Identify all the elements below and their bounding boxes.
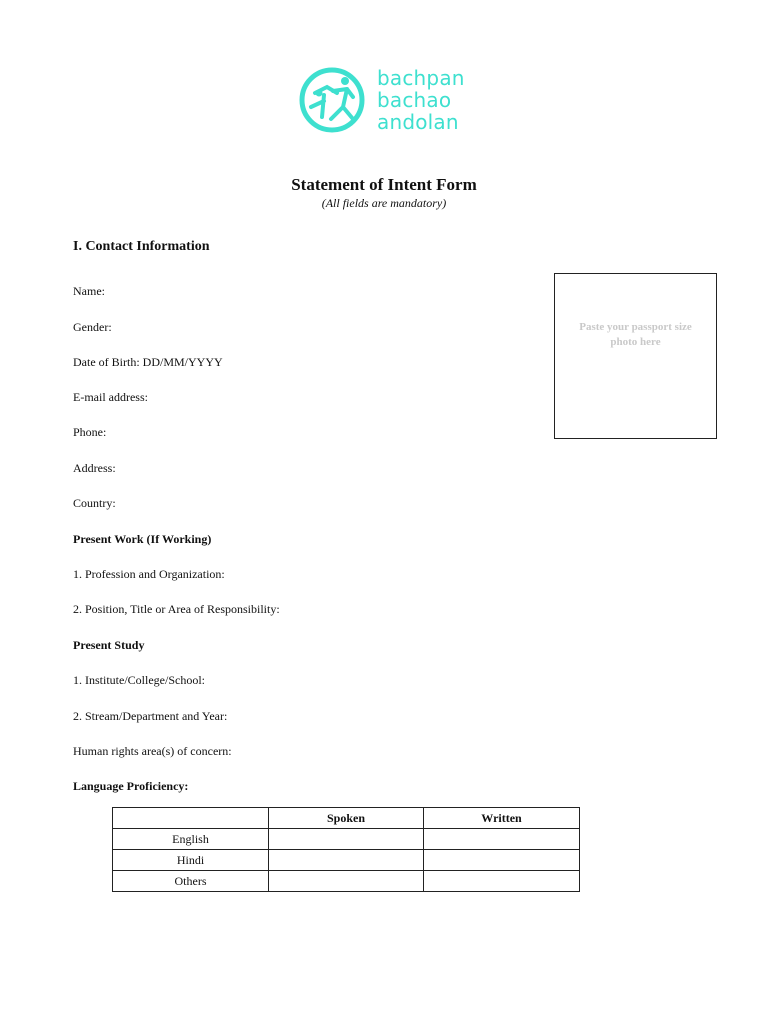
present-work-heading: Present Work (If Working)	[73, 532, 212, 546]
stream-field[interactable]: 2. Stream/Department and Year:	[73, 709, 228, 723]
name-field[interactable]: Name:	[73, 284, 105, 298]
language-name: Others	[113, 871, 269, 892]
form-title: Statement of Intent Form	[291, 175, 477, 194]
language-heading: Language Proficiency:	[73, 779, 189, 793]
spoken-cell[interactable]	[269, 871, 424, 892]
country-field[interactable]: Country:	[73, 496, 116, 510]
spoken-cell[interactable]	[269, 829, 424, 850]
human-rights-field[interactable]: Human rights area(s) of concern:	[73, 744, 232, 758]
written-cell[interactable]	[424, 829, 580, 850]
spoken-cell[interactable]	[269, 850, 424, 871]
profession-field[interactable]: 1. Profession and Organization:	[73, 567, 225, 581]
table-header-blank	[113, 808, 269, 829]
table-header-spoken: Spoken	[269, 808, 424, 829]
position-field[interactable]: 2. Position, Title or Area of Responsibility:	[73, 602, 280, 616]
logo-text	[377, 67, 465, 133]
institute-field[interactable]: 1. Institute/College/School:	[73, 673, 205, 687]
table-header-written: Written	[424, 808, 580, 829]
language-name: English	[113, 829, 269, 850]
table-row	[113, 829, 580, 850]
logo-line-1: bachpan	[377, 66, 465, 90]
written-cell[interactable]	[424, 850, 580, 871]
address-field[interactable]: Address:	[73, 461, 116, 475]
dob-field[interactable]: Date of Birth: DD/MM/YYYY	[73, 355, 223, 369]
written-cell[interactable]	[424, 871, 580, 892]
phone-field[interactable]: Phone:	[73, 425, 107, 439]
form-subtitle: (All fields are mandatory)	[321, 196, 447, 210]
circle-with-children-icon	[297, 67, 369, 139]
photo-placeholder: Paste your passport size photo here	[579, 321, 692, 348]
language-name: Hindi	[113, 850, 269, 871]
language-proficiency-table	[112, 807, 580, 892]
logo-line-3: andolan	[377, 110, 459, 134]
table-row	[113, 871, 580, 892]
passport-photo-box[interactable]	[554, 273, 717, 439]
present-study-heading: Present Study	[73, 638, 145, 652]
table-row	[113, 850, 580, 871]
organization-logo	[297, 67, 477, 137]
logo-line-2: bachao	[377, 88, 452, 112]
email-field[interactable]: E-mail address:	[73, 390, 148, 404]
contact-section-heading: I. Contact Information	[73, 239, 210, 254]
gender-field[interactable]: Gender:	[73, 320, 112, 334]
table-header-row	[113, 808, 580, 829]
